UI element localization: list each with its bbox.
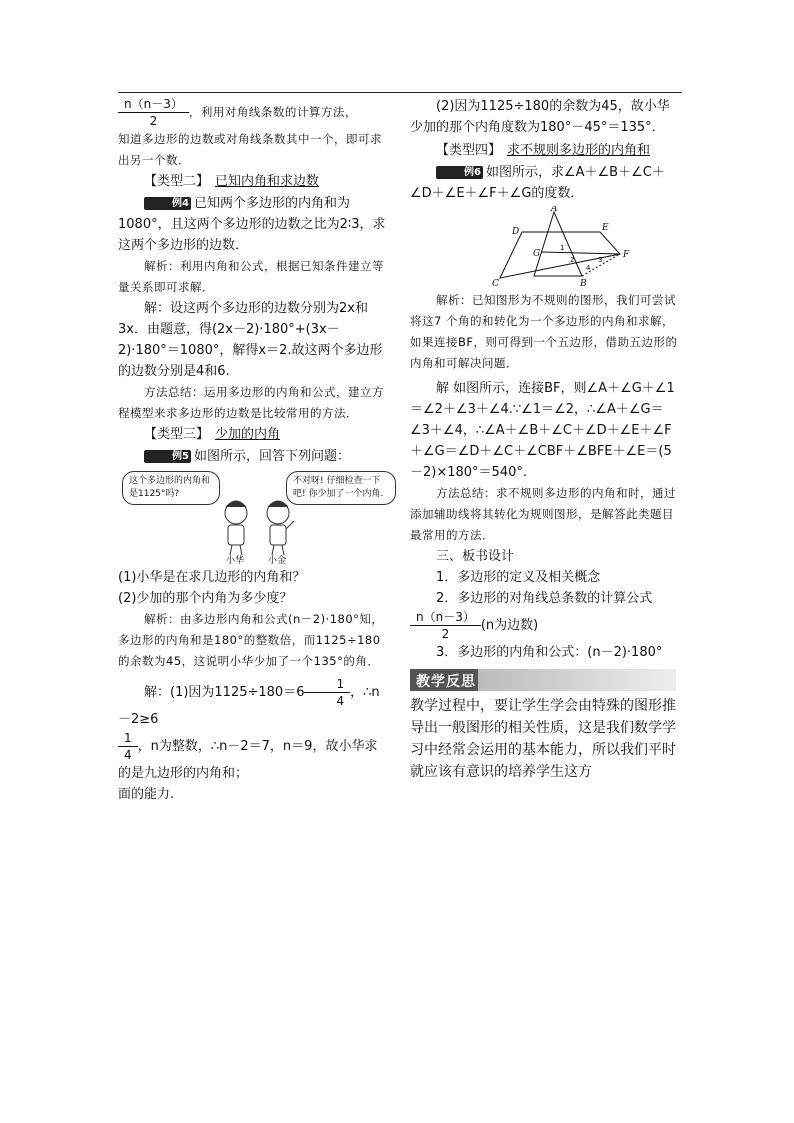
label-angle-1: 1 [560,244,565,252]
child-label-xiaojin: 小金 [268,556,287,566]
label-B: B [580,279,587,286]
example5-solution-1-cont: $\frac{1}{4}$ ，n为整数，∴n－2＝7，n＝9，故小华求的是九边形的内角和； [118,731,378,781]
example5-solution-2: (2)因为1125÷180的余数为45，故小华少加的那个内角度数为180°－45°＝135°． [410,99,670,135]
cartoon-figure [118,469,388,565]
example4-question: 例4 已知两个多边形的内角和为1080°，且这两个多边形的边数之比为2∶3，求这两个多边形的边数． [118,196,386,253]
example5-solution-1: 解：(1)因为1125÷180＝6 $\frac{1}{4}$ ，∴n－2≥6 [118,677,380,727]
example4-label: 例4 [144,197,191,210]
right-column [410,96,682,783]
label-C: C [492,279,499,286]
type2-heading: 【类型二】 已知内角和求边数 [144,174,320,189]
label-E: E [602,223,609,233]
speech-bubble-left: 这个多边形的内角和是1125°吗? [122,471,220,505]
reflection-banner [410,669,676,691]
left-column [118,96,388,805]
board-item-2-formula: $\frac{n(n-3)}{2}$ (n为边数) [410,609,682,642]
fraction-one-quarter-2: $\frac{1}{4}$ [118,730,138,763]
label-F: F [623,250,630,260]
label-G: G [533,249,541,259]
speech-bubble-right: 不对呀! 仔细检查一下吧! 你少加了一个内角. [286,471,396,505]
label-angle-3: 3 [598,256,603,264]
child-label-xiaohua: 小华 [226,556,245,566]
fraction-one-quarter: $\frac{1}{4}$ [304,676,350,709]
intro-rest: 知道多边形的边数或对角线条数其中一个，即可求出另一个数． [118,132,382,167]
polygon-diagram [492,206,642,286]
header-rule [118,92,682,93]
reflection-banner-title: 教学反思 [416,674,476,690]
board-design-title: 三、板书设计 [436,549,515,564]
example4-solution: 解：设这两个多边形的边数分别为2x和3x．由题意，得(2x－2)·180°+(3x－2)·180°＝1080°，解得x＝2.故这两个多边形的边数分别是4和6. [118,301,383,379]
intro-paragraph [118,96,388,129]
example6-analysis: 解析：已知图形为不规则的图形，我们可尝试将这7 个角的和转化为一个多边形的内角和求解，如果连接BF，则可得到一个五边形，借助五边形的内角和可解决问题． [410,293,678,370]
board-item-1: 1．多边形的定义及相关概念 [436,570,601,585]
example5-label: 例5 [144,450,191,463]
example4-analysis: 解析：利用内角和公式，根据已知条件建立等量关系即可求解． [118,259,384,294]
type4-heading: 【类型四】 求不规则多边形的内角和 [436,143,651,158]
example4-method: 方法总结：运用多边形的内角和公式，建立方程模型来求多边形的边数是比较常用的方法． [118,385,384,420]
example6-question: 例6 如图所示，求∠A＋∠B＋∠C＋∠D＋∠E＋∠F＋∠G的度数． [410,165,665,201]
label-D: D [512,227,520,237]
label-angle-2: 2 [570,256,575,264]
example6-solution: 解 如图所示，连接BF，则∠A＋∠G＋∠1＝∠2＋∠3＋∠4.∵∠1＝∠2，∴∠A＋∠G＝∠3＋∠4，∴∠A＋∠B＋∠C＋∠D＋∠E＋∠F＋∠G＝∠D＋∠C＋∠CBF＋∠BFE＋∠E＝(5－2)×180°＝540°. [410,381,675,480]
reflection-text: 教学过程中，要让学生学会由特殊的图形推导出一般图形的相关性质，这是我们数学学习中经常会运用的基本能力，所以我们平时就应该有意识的培养学生这方 [410,698,676,780]
label-angle-4: 4 [586,264,591,272]
board-item-3: 3．多边形的内角和公式：(n－2)·180° [436,645,663,660]
polygon-figure [492,206,642,286]
board-item-2: 2．多边形的对角线总条数的计算公式 [436,591,653,606]
trailing-fragment: 面的能力. [118,787,175,802]
question-1: (1)小华是在求几边形的内角和？ [118,570,306,585]
example6-method: 方法总结：求不规则多边形的内角和时，通过添加辅助线将其转化为规则图形，是解答此类题目最常用的方法． [410,486,676,542]
fraction-diagonals: $\frac{n(n-3)}{2}$ [118,96,189,129]
example5-question: 例5 如图所示，回答下列问题： [118,446,388,467]
type3-heading: 【类型三】 少加的内角 [144,427,281,442]
question-2: (2)少加的那个内角为多少度？ [118,591,293,606]
example6-label: 例6 [436,166,483,179]
example5-analysis: 解析：由多边形内角和公式(n－2)·180°知，多边形的内角和是180°的整数倍，而1125÷180的余数为45，这说明小华少加了一个135°的角． [118,612,384,668]
intro-tail: ，利用对角线条数的计算方法， [188,105,357,119]
label-A: A [551,206,558,214]
children-illustration [118,469,388,565]
fraction-diagonals-board: $\frac{n(n-3)}{2}$ [410,609,481,642]
